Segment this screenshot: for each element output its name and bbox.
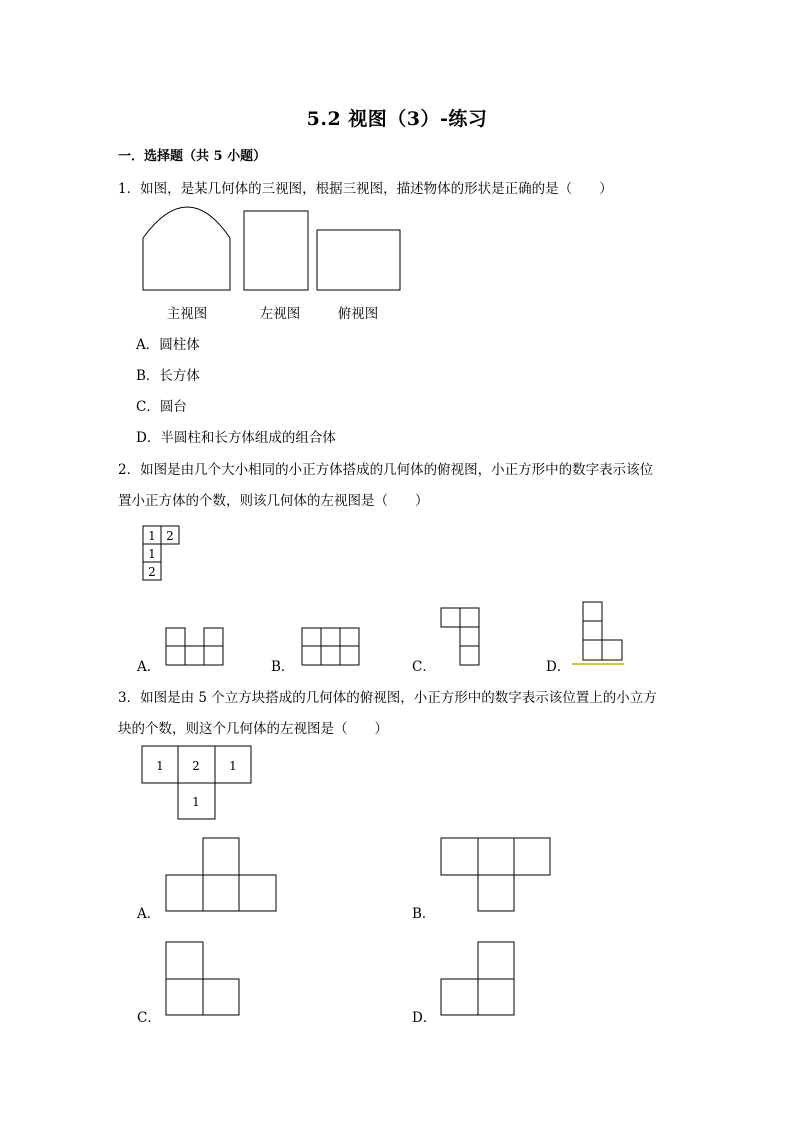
q2-option-d-label[interactable]: D． xyxy=(546,659,571,675)
q2-option-a-figure[interactable] xyxy=(166,628,223,665)
q1-left-view-rect xyxy=(244,211,308,290)
page-title: 5.2 视图（3）-练习 xyxy=(306,108,488,130)
q1-stem: 1．如图，是某几何体的三视图，根据三视图，描述物体的形状是正确的是（ ） xyxy=(118,181,613,197)
q3-stem-line1: 3．如图是由 5 个立方块搭成的几何体的俯视图，小正方形中的数字表示该位置上的小立方 xyxy=(118,690,657,706)
q1-option-a[interactable]: A．圆柱体 xyxy=(136,337,200,353)
q3-option-c-label[interactable]: C． xyxy=(137,1010,161,1026)
q3-stem-line2: 块的个数，则这个几何体的左视图是（ ） xyxy=(118,721,388,737)
q3-option-d-figure[interactable] xyxy=(441,942,514,1015)
q2-stem-line2: 置小正方体的个数，则该几何体的左视图是（ ） xyxy=(118,493,429,509)
q2-grid-number: 2 xyxy=(148,565,156,579)
q3-grid-number: 2 xyxy=(192,759,200,773)
q3-option-a-label[interactable]: A． xyxy=(137,906,161,922)
q2-grid-number: 2 xyxy=(166,529,174,543)
q2-option-d-figure[interactable] xyxy=(572,602,624,664)
q2-grid-number: 1 xyxy=(148,529,156,543)
q3-option-b-label[interactable]: B． xyxy=(412,906,436,922)
q2-option-c-label[interactable]: C． xyxy=(412,659,436,675)
q1-caption-top-view: 俯视图 xyxy=(337,306,379,322)
q2-option-b-figure[interactable] xyxy=(302,628,359,665)
q2-stem-line1: 2．如图是由几个大小相同的小正方体搭成的几何体的俯视图，小正方形中的数字表示该位 xyxy=(118,462,654,478)
q3-grid-number: 1 xyxy=(229,759,237,773)
q3-option-b-figure[interactable] xyxy=(441,838,550,911)
q3-grid-number: 1 xyxy=(156,759,164,773)
q3-option-c-figure[interactable] xyxy=(166,942,239,1015)
q2-option-b-label[interactable]: B． xyxy=(271,659,295,675)
q3-option-d-label[interactable]: D． xyxy=(412,1010,437,1026)
q1-front-view-shape xyxy=(143,207,230,290)
q1-option-b[interactable]: B．长方体 xyxy=(136,368,200,384)
q1-caption-front-view: 主视图 xyxy=(166,306,208,322)
q3-grid-number: 1 xyxy=(192,795,200,809)
q3-top-view-grid xyxy=(142,746,251,819)
q1-top-view-rect xyxy=(317,230,400,290)
q1-caption-left-view: 左视图 xyxy=(259,306,301,322)
q3-option-a-figure[interactable] xyxy=(166,838,276,911)
q2-top-view-grid xyxy=(143,526,179,580)
q2-option-c-figure[interactable] xyxy=(441,608,479,665)
q1-option-d[interactable]: D．半圆柱和长方体组成的组合体 xyxy=(136,430,336,446)
q2-option-a-label[interactable]: A． xyxy=(137,659,161,675)
section-heading: 一．选择题（共 5 小题） xyxy=(118,149,267,164)
q2-grid-number: 1 xyxy=(148,547,156,561)
q1-option-c[interactable]: C．圆台 xyxy=(136,399,187,415)
